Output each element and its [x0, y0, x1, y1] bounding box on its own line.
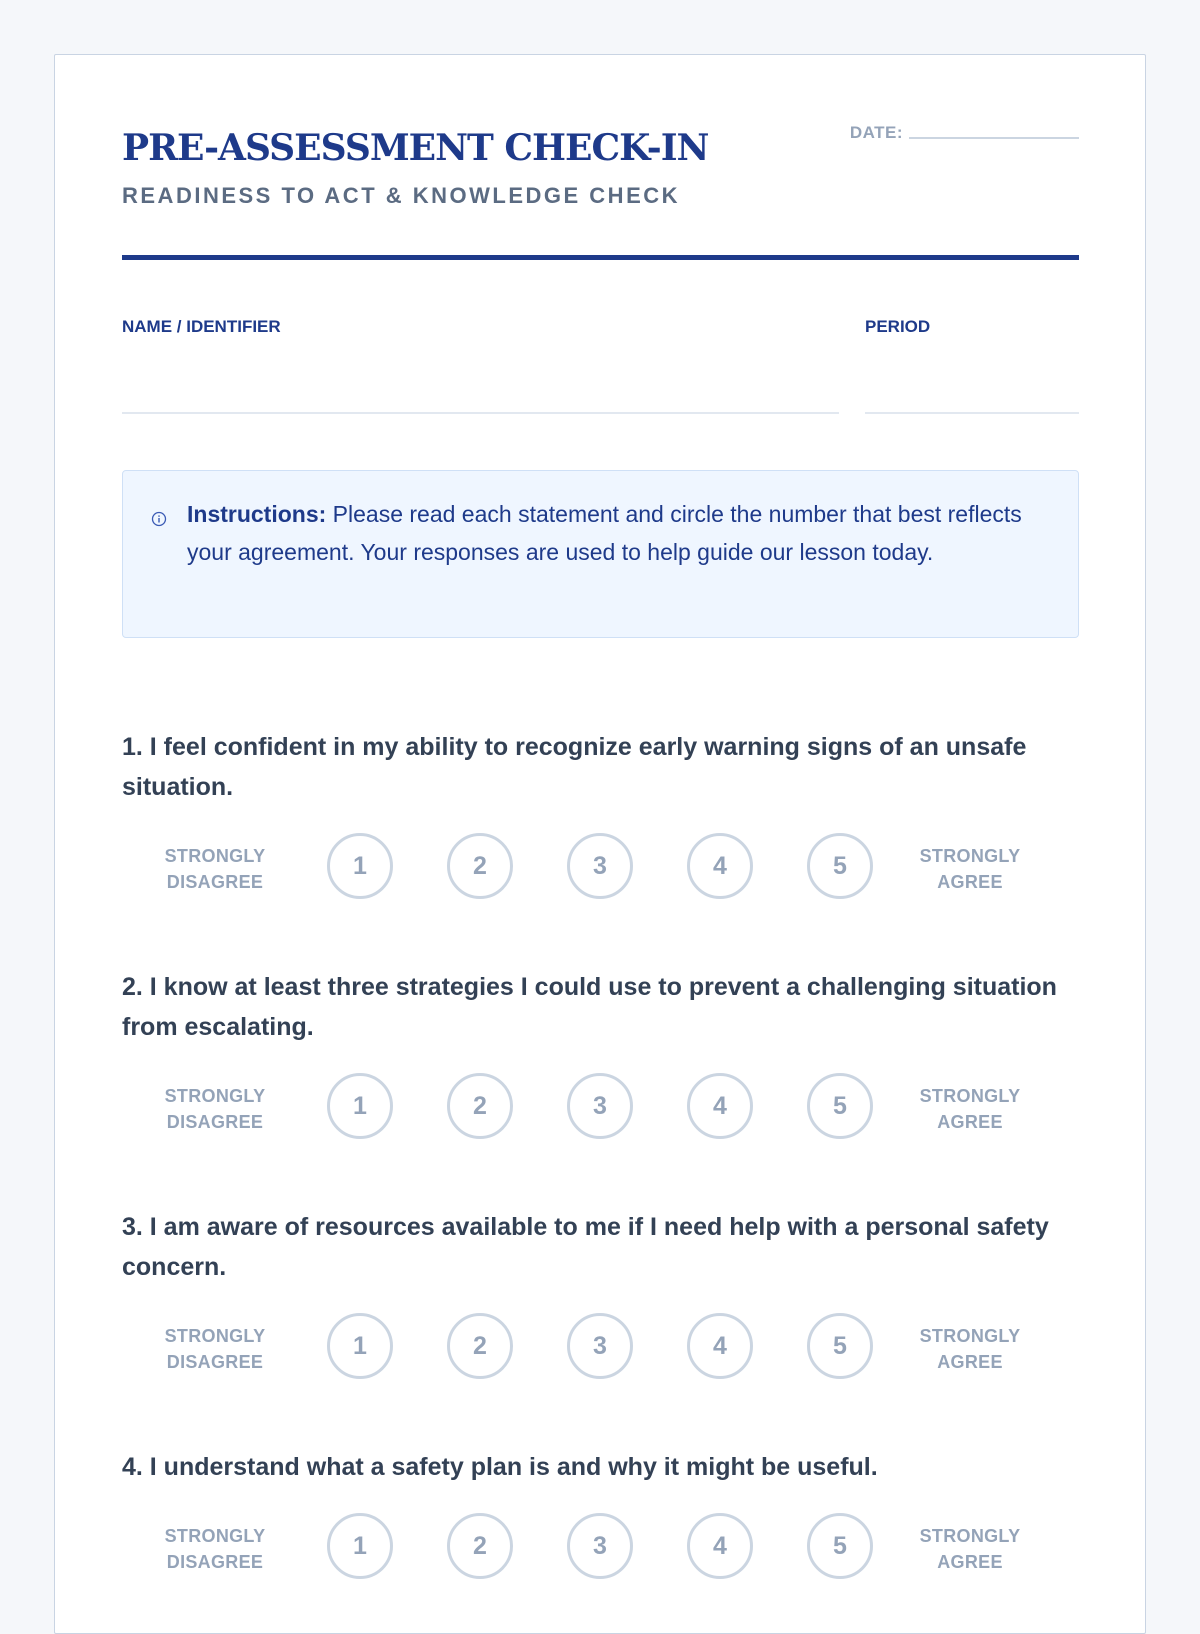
- scale-high-line2: AGREE: [937, 1112, 1003, 1132]
- scale-high-line1: STRONGLY: [919, 1526, 1021, 1546]
- rating-option-1[interactable]: 1: [327, 1073, 393, 1139]
- instructions-panel: [122, 470, 1079, 638]
- question-2: [122, 967, 1079, 1143]
- question-3: [122, 1207, 1079, 1383]
- rating-option-1[interactable]: 1: [327, 1313, 393, 1379]
- scale-low-line1: STRONGLY: [164, 846, 266, 866]
- scale-high-line1: STRONGLY: [919, 1086, 1021, 1106]
- rating-scale: [122, 1513, 1079, 1583]
- scale-low-line1: STRONGLY: [164, 1326, 266, 1346]
- scale-low-line2: DISAGREE: [166, 872, 264, 892]
- scale-high-label: [900, 1323, 1040, 1375]
- rating-option-2[interactable]: 2: [447, 1073, 513, 1139]
- scale-low-label: [145, 843, 285, 895]
- scale-high-line1: STRONGLY: [919, 846, 1021, 866]
- rating-option-4[interactable]: 4: [687, 1513, 753, 1579]
- date-label: DATE:: [849, 123, 903, 142]
- scale-high-label: [900, 1083, 1040, 1135]
- rating-option-2[interactable]: 2: [447, 1513, 513, 1579]
- scale-high-line2: AGREE: [937, 1552, 1003, 1572]
- name-input-line[interactable]: [122, 412, 839, 414]
- page-subtitle: READINESS TO ACT & KNOWLEDGE CHECK: [122, 183, 681, 208]
- instructions-lead: Instructions:: [187, 501, 327, 527]
- rating-option-3[interactable]: 3: [567, 1513, 633, 1579]
- scale-low-line2: DISAGREE: [166, 1112, 264, 1132]
- rating-option-5[interactable]: 5: [807, 833, 873, 899]
- rating-option-5[interactable]: 5: [807, 1313, 873, 1379]
- period-label: PERIOD: [865, 317, 931, 336]
- rating-option-5[interactable]: 5: [807, 1513, 873, 1579]
- name-label: NAME / IDENTIFIER: [122, 317, 281, 336]
- rating-option-4[interactable]: 4: [687, 1313, 753, 1379]
- header-divider: [122, 255, 1079, 260]
- rating-option-3[interactable]: 3: [567, 1073, 633, 1139]
- question-1: [122, 727, 1079, 903]
- scale-high-label: [900, 843, 1040, 895]
- rating-scale: [122, 833, 1079, 903]
- scale-low-label: [145, 1323, 285, 1375]
- rating-scale: [122, 1313, 1079, 1383]
- scale-high-line2: AGREE: [937, 1352, 1003, 1372]
- scale-low-label: [145, 1083, 285, 1135]
- rating-option-1[interactable]: 1: [327, 1513, 393, 1579]
- page-title: PRE-ASSESSMENT CHECK-IN: [122, 127, 709, 169]
- question-text: 4. I understand what a safety plan is and why it might be useful.: [122, 1453, 878, 1481]
- rating-option-2[interactable]: 2: [447, 1313, 513, 1379]
- scale-low-label: [145, 1523, 285, 1575]
- period-input-line[interactable]: [865, 412, 1079, 414]
- rating-option-4[interactable]: 4: [687, 833, 753, 899]
- date-input-line[interactable]: [909, 136, 1079, 139]
- scale-low-line1: STRONGLY: [164, 1526, 266, 1546]
- scale-high-label: [900, 1523, 1040, 1575]
- rating-option-3[interactable]: 3: [567, 833, 633, 899]
- rating-option-3[interactable]: 3: [567, 1313, 633, 1379]
- question-text: 2. I know at least three strategies I could use to prevent a challenging situation from escalating.: [122, 973, 1057, 1041]
- worksheet-card: [54, 54, 1146, 1634]
- rating-option-5[interactable]: 5: [807, 1073, 873, 1139]
- instructions-body: Please read each statement and circle the number that best reflects your agreement. Your responses are used to help guide our lesson today.: [187, 501, 1022, 565]
- rating-scale: [122, 1073, 1079, 1143]
- scale-low-line2: DISAGREE: [166, 1352, 264, 1372]
- date-field: [850, 123, 1079, 143]
- scale-high-line2: AGREE: [937, 872, 1003, 892]
- scale-low-line1: STRONGLY: [164, 1086, 266, 1106]
- scale-high-line1: STRONGLY: [919, 1326, 1021, 1346]
- question-text: 3. I am aware of resources available to me if I need help with a personal safety concern.: [122, 1213, 1049, 1281]
- question-4: [122, 1447, 1079, 1583]
- rating-option-4[interactable]: 4: [687, 1073, 753, 1139]
- rating-option-1[interactable]: 1: [327, 833, 393, 899]
- instructions-text: [187, 495, 1037, 571]
- question-text: 1. I feel confident in my ability to recognize early warning signs of an unsafe situation.: [122, 733, 1027, 801]
- info-icon: [151, 511, 167, 527]
- scale-low-line2: DISAGREE: [166, 1552, 264, 1572]
- rating-option-2[interactable]: 2: [447, 833, 513, 899]
